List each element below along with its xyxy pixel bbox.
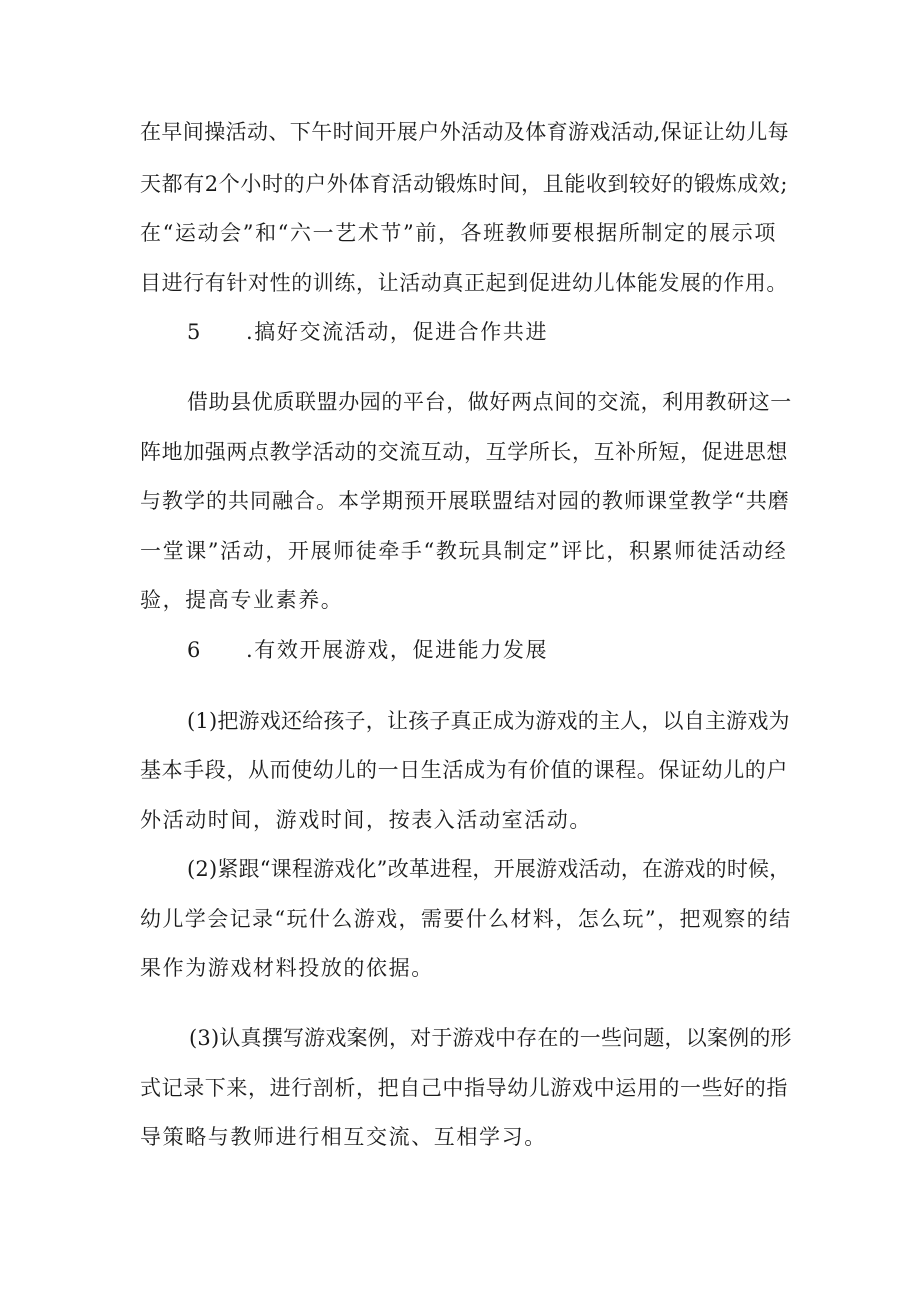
text-line: 幼儿学会记录“玩什么游戏，需要什么材料，怎么玩”，把观察的结 bbox=[140, 907, 792, 931]
text-line: 外活动时间，游戏时间，按表入活动室活动。 bbox=[140, 808, 592, 832]
text-line: 阵地加强两点教学活动的交流互动，互学所长，互补所短，促进思想 bbox=[140, 440, 788, 464]
text-line: (1)把游戏还给孩子，让孩子真正成为游戏的主人，以自主游戏为 bbox=[187, 709, 790, 733]
text-line: 在“运动会”和“六一艺术节”前，各班教师要根据所制定的展示项 bbox=[140, 221, 777, 245]
text-line: 与教学的共同融合。本学期预开展联盟结对园的教师课堂教学“共磨 bbox=[140, 489, 790, 513]
text-line: (3)认真撰写游戏案例，对于游戏中存在的一些问题，以案例的形 bbox=[189, 1026, 792, 1050]
text-line: 式记录下来，进行剖析，把自己中指导幼儿游戏中运用的一些好的指 bbox=[140, 1076, 788, 1100]
text-line: 验，提高专业素养。 bbox=[140, 588, 344, 612]
heading-number: 5 bbox=[187, 320, 201, 344]
text-line: 一堂课”活动，开展师徒牵手“教玩具制定”评比，积累师徒活动经 bbox=[140, 539, 788, 563]
heading-title: .有效开展游戏，促进能力发展 bbox=[246, 638, 549, 662]
text-line: (2)紧跟“课程游戏化”改革进程，开展游戏活动，在游戏的时候， bbox=[187, 857, 791, 881]
heading-number: 6 bbox=[187, 638, 201, 662]
text-line: 天都有2个小时的户外体育活动锻炼时间，且能收到较好的锻炼成效; bbox=[140, 172, 789, 196]
text-line: 基本手段，从而使幼儿的一日生活成为有价值的课程。保证幼儿的户 bbox=[140, 758, 788, 782]
text-line: 果作为游戏材料投放的依据。 bbox=[140, 956, 434, 980]
heading-title: .搞好交流活动，促进合作共进 bbox=[246, 320, 549, 344]
text-line: 目进行有针对性的训练，让活动真正起到促进幼儿体能发展的作用。 bbox=[140, 271, 788, 295]
text-line: 借助县优质联盟办园的平台，做好两点间的交流，利用教研这一 bbox=[187, 390, 792, 414]
text-line: 导策略与教师进行相互交流、互相学习。 bbox=[140, 1125, 547, 1149]
text-line: 在早间操活动、下午时间开展户外活动及体育游戏活动,保证让幼儿每 bbox=[140, 120, 790, 144]
